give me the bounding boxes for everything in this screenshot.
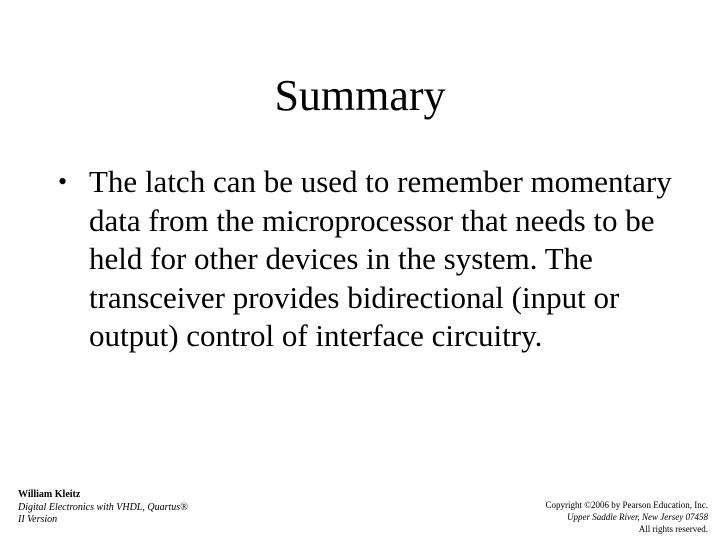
footer-copyright: Copyright ©2006 by Pearson Education, Inc. <box>545 500 708 510</box>
footer-author: William Kleitz <box>18 489 81 500</box>
footer-rights: All rights reserved. <box>638 524 708 534</box>
footer-left <box>18 489 188 527</box>
bullet-text: The latch can be used to remember momentary data from the microprocessor that needs to be held for other devices in the system. The transceiver provides bidirectional (input or output) control of interface circuitry. <box>89 164 672 353</box>
footer-book-edition: II Version <box>18 514 58 525</box>
bullet-list <box>58 163 678 356</box>
footer-address: Upper Saddle River, New Jersey 07458 <box>567 512 708 522</box>
bullet-marker: • <box>58 167 68 196</box>
slide-title: Summary <box>274 71 446 120</box>
footer-right <box>545 499 708 535</box>
bullet-item <box>58 163 678 356</box>
footer-book-title: Digital Electronics with VHDL, Quartus® <box>18 501 188 513</box>
